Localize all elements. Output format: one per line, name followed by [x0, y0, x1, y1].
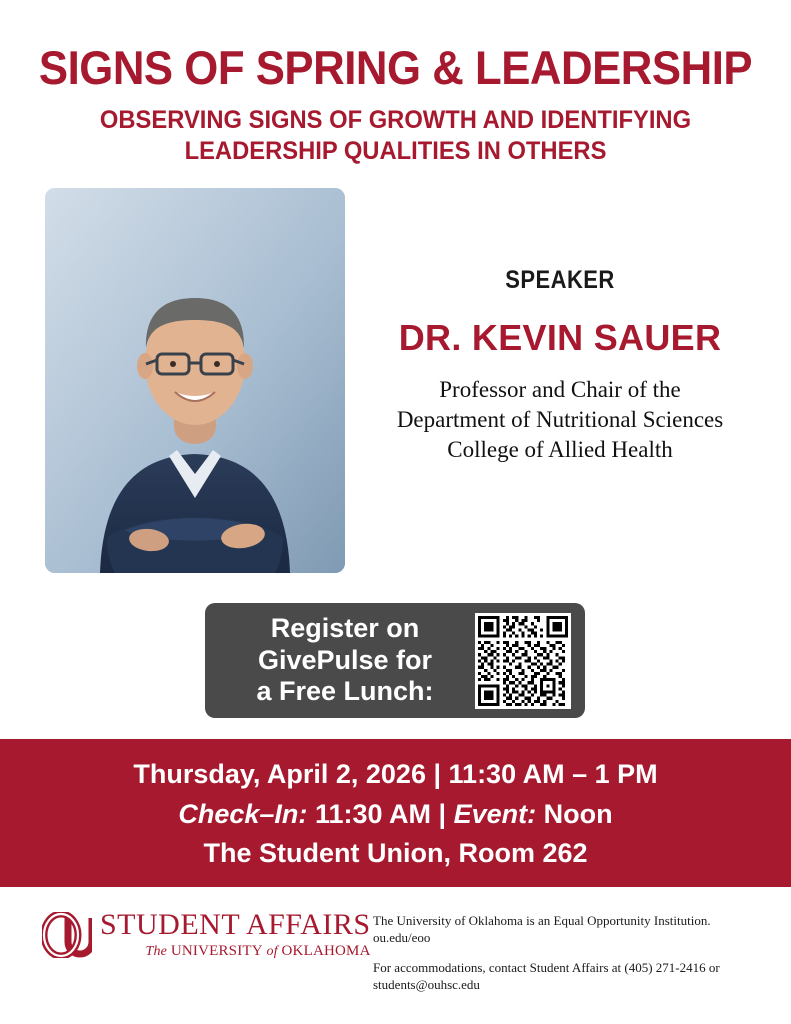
detail-separator: |	[438, 798, 447, 829]
speaker-block	[360, 266, 760, 465]
page-title: SIGNS OF SPRING & LEADERSHIP	[38, 41, 753, 94]
event-location: The Student Union, Room 262	[203, 838, 588, 869]
logo-line-2	[100, 943, 371, 960]
checkin-value: 11:30 AM	[314, 798, 431, 829]
checkin-label: Check–In:	[178, 798, 308, 829]
flyer-footer	[0, 900, 791, 1024]
event-date-time: Thursday, April 2, 2026 | 11:30 AM – 1 PM	[133, 759, 658, 789]
register-line-1: Register on	[270, 612, 420, 643]
register-text	[205, 613, 475, 709]
legal-line-2: ou.edu/eoo	[373, 930, 431, 946]
flyer-header	[0, 0, 791, 166]
event-details-band	[0, 739, 791, 887]
event-checkin-line	[0, 795, 791, 835]
speaker-title-line-3: College of Allied Health	[447, 436, 673, 462]
event-label: Event:	[453, 798, 537, 829]
logo-of: of	[266, 944, 278, 959]
ou-interlocking-logo-icon	[42, 912, 92, 958]
logo-wordmark	[100, 910, 371, 960]
speaker-title	[360, 375, 760, 465]
register-line-3: a Free Lunch:	[256, 676, 434, 707]
speaker-title-line-1: Professor and Chair of the	[439, 377, 681, 402]
speaker-label: SPEAKER	[505, 266, 615, 294]
logo-the: The	[145, 944, 168, 959]
legal-paragraph-2	[373, 959, 763, 994]
legal-line-1: The University of Oklahoma is an Equal Opportunity Institution.	[373, 913, 711, 928]
headshot-illustration	[45, 188, 345, 573]
subtitle-line-1: OBSERVING SIGNS OF GROWTH AND IDENTIFYING	[99, 106, 692, 134]
register-box[interactable]	[205, 603, 585, 718]
register-line-2: GivePulse for	[257, 644, 433, 675]
legal-paragraph-1	[373, 912, 763, 947]
qr-code-icon[interactable]	[475, 613, 571, 709]
ou-student-affairs-logo	[42, 910, 371, 960]
subtitle-line-2: LEADERSHIP QUALITIES IN OTHERS	[184, 136, 607, 165]
speaker-name: DR. KEVIN SAUER	[398, 317, 722, 358]
main-content	[0, 188, 791, 588]
legal-line-4: students@ouhsc.edu	[373, 976, 480, 992]
speaker-title-line-2: Department of Nutritional Sciences	[396, 406, 724, 432]
logo-oklahoma: OKLAHOMA	[281, 943, 371, 959]
legal-text	[373, 912, 763, 1005]
page-subtitle	[20, 105, 771, 166]
logo-line-1: STUDENT AFFAIRS	[100, 908, 371, 941]
legal-line-3: For accommodations, contact Student Affairs at (405) 271-2416 or	[373, 959, 720, 975]
speaker-photo	[45, 188, 345, 573]
event-value: Noon	[543, 798, 613, 829]
logo-university: UNIVERSITY	[170, 943, 263, 959]
